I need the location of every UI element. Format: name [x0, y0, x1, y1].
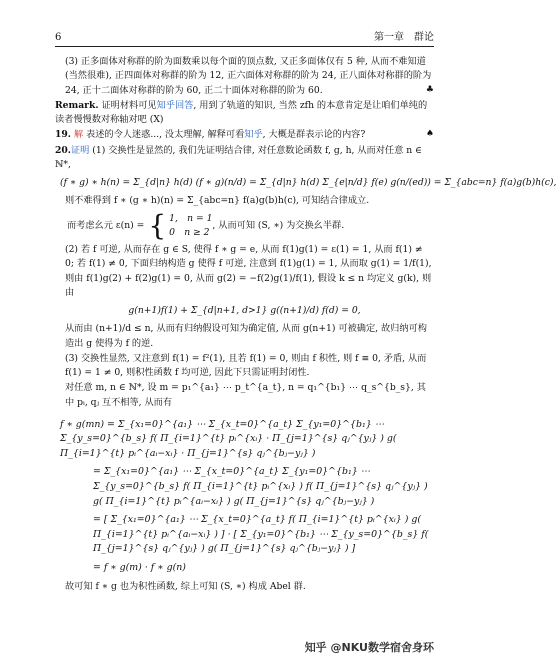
- remark-link[interactable]: 知乎回答: [156, 99, 194, 111]
- identity-case-2: 0 n ≥ 2: [169, 226, 210, 238]
- club-end-mark: ♣: [425, 84, 434, 95]
- header-rule: [55, 46, 434, 47]
- spade-end-mark: ♠: [425, 129, 434, 140]
- final-conclusion: 故可知 f ∗ g 也为积性函数, 综上可知 (S, ∗) 构成 Abel 群.: [65, 580, 306, 592]
- identity-prefix: 而考虑幺元 ε(n) =: [67, 219, 145, 231]
- polyhedra-text: (3) 正多面体对称群的阶为面数乘以每个面的顶点数, 又正多面体仅有 5 种, 从而不难知道(当然很难), 正四面体对称群的阶为 12, 正六面体对称群的阶为 24, 正八面体对称群的阶为 24, 正十二面体对称群的阶为 60, 正二十面体对称群的阶为 60.: [65, 56, 432, 96]
- remark-text-a: 证明材料可见: [98, 99, 157, 111]
- problem-19-solution-label: 解: [73, 129, 84, 141]
- problem-19-link[interactable]: 知乎: [244, 129, 263, 141]
- watermark-text: 知乎 @NKU数学宿舍身环: [304, 640, 434, 654]
- equation-associativity: (f ∗ g) ∗ h(n) = Σ_{d|n} h(d) (f ∗ g)(n/d) = Σ_{d|n} h(d) Σ_{e|n/d} f(e) g(n/(ed)) = Σ_{abc=n} f(a)g(b)h(c),: [60, 177, 556, 188]
- equation-multiplicative-line-3: = [ Σ_{x₁=0}^{a₁} ⋯ Σ_{x_t=0}^{a_t} f( Π_{i=1}^{t} pᵢ^{xᵢ} ) g( Π_{i=1}^{t} pᵢ^{aᵢ−xᵢ} ) ] · [ Σ_{y₁=0}^{b₁} ⋯ Σ_{y_s=0}^{b_s} f( Π_{j=1}^{s} qⱼ^{yⱼ} ) g( Π_{j=1}^{s} qⱼ^{bⱼ−yⱼ} ) ]: [93, 514, 429, 555]
- part-2-paragraph: (2) 若 f 可逆, 从而存在 g ∈ S, 使得 f ∗ g = e, 从而 f(1)g(1) = ε(1) = 1, 从而 f(1) ≠ 0; 若 f(1) ≠ 0, 下面归纳构造 g 使得 f 可逆, 注意到 f(1)g(1) = 1, 从而取 g(1) = 1/f(1), 则由 f(1)g(2) + f(2)g(1) = 0, 从而 g(2) = −f(2)g(1)/f(1), 假设 k ≤ n 均定义 g(k), 则由: [65, 244, 432, 298]
- part-3-paragraph: (3) 交换性显然, 又注意到 f(1) = f²(1), 且若 f(1) = 0, 则由 f 积性, 则 f ≡ 0, 矛盾, 从而 f(1) = 1 ≠ 0, 则积性函数 f 均可逆, 因此下只需证明封闭性.: [65, 352, 427, 378]
- problem-19: [55, 128, 434, 142]
- equation-multiplicative-line-1: f ∗ g(mn) = Σ_{x₁=0}^{a₁} ⋯ Σ_{x_t=0}^{a_t} Σ_{y₁=0}^{b₁} ⋯ Σ_{y_s=0}^{b_s} f( Π_{i=1}^{t} pᵢ^{xᵢ} · Π_{j=1}^{s} qⱼ^{yⱼ} ) g( Π_{i=1}^{t} pᵢ^{aᵢ−xᵢ} · Π_{j=1}^{s} qⱼ^{bⱼ−yⱼ} ): [60, 418, 397, 459]
- associativity-conclusion: 则不难得到 f ∗ (g ∗ h)(n) = Σ_{abc=n} f(a)g(b)h(c), 可知结合律成立.: [65, 195, 370, 207]
- remark-label: Remark.: [55, 99, 99, 111]
- problem-20-text: (1) 交换性是显然的, 我们先证明结合律, 对任意数论函数 f, g, h, 从而对任意 n ∈ ℕ*,: [55, 144, 422, 170]
- equation-multiplicative-line-2: = Σ_{x₁=0}^{a₁} ⋯ Σ_{x_t=0}^{a_t} Σ_{y₁=0}^{b₁} ⋯ Σ_{y_s=0}^{b_s} f( Π_{i=1}^{t} pᵢ^{xᵢ} ) f( Π_{j=1}^{s} qⱼ^{yⱼ} ) g( Π_{i=1}^{t} pᵢ^{aᵢ−xᵢ} ) g( Π_{j=1}^{s} qⱼ^{bⱼ−yⱼ} ): [93, 466, 428, 507]
- remark-text-b: , 用到了轨道的知识, 当然 zfh 的本意肯定是让咱们单纯的读者慢慢数对称轴对吧 (X): [55, 99, 428, 125]
- identity-definition: [55, 208, 434, 242]
- page-body: [55, 55, 556, 595]
- identity-suffix: , 从而可知 (S, ∗) 为交换幺半群.: [212, 219, 345, 231]
- page-number: 6: [55, 32, 62, 43]
- factorization-setup: 对任意 m, n ∈ ℕ*, 设 m = p₁^{a₁} ⋯ p_t^{a_t}, n = q₁^{b₁} ⋯ q_s^{b_s}, 其中 pᵢ, qⱼ 互不相等, 从而有: [65, 382, 426, 408]
- problem-20-number: 20.: [55, 144, 71, 156]
- remark-paragraph: [55, 99, 434, 128]
- identity-cases: [169, 212, 212, 241]
- paragraph-polyhedra: [55, 55, 434, 98]
- problem-20: [55, 144, 434, 173]
- cases-brace: {: [148, 208, 167, 242]
- equation-inverse-recursion: g(n+1)f(1) + Σ_{d|n+1, d>1} g((n+1)/d) f(d) = 0,: [128, 305, 361, 316]
- identity-case-1: 1, n = 1: [169, 212, 213, 224]
- page-header: [55, 30, 434, 44]
- equation-multiplicative-line-4: = f ∗ g(m) · f ∗ g(n): [93, 561, 186, 573]
- problem-19-number: 19.: [55, 129, 71, 141]
- chapter-title: 第一章 群论: [374, 32, 434, 43]
- problem-20-proof-link[interactable]: 证明: [70, 144, 90, 156]
- part-2-conclusion: 从而由 (n+1)/d ≤ n, 从而有归纳假设可知为确定值, 从而 g(n+1) 可被确定, 故归纳可构造出 g 使得为 f 的逆.: [65, 323, 427, 349]
- problem-19-text-a: 表述的令人迷惑..., 没太理解, 解释可看: [83, 129, 245, 141]
- zhihu-watermark: [305, 639, 434, 656]
- problem-19-text-b: , 大概是群表示论的内容?: [262, 129, 366, 141]
